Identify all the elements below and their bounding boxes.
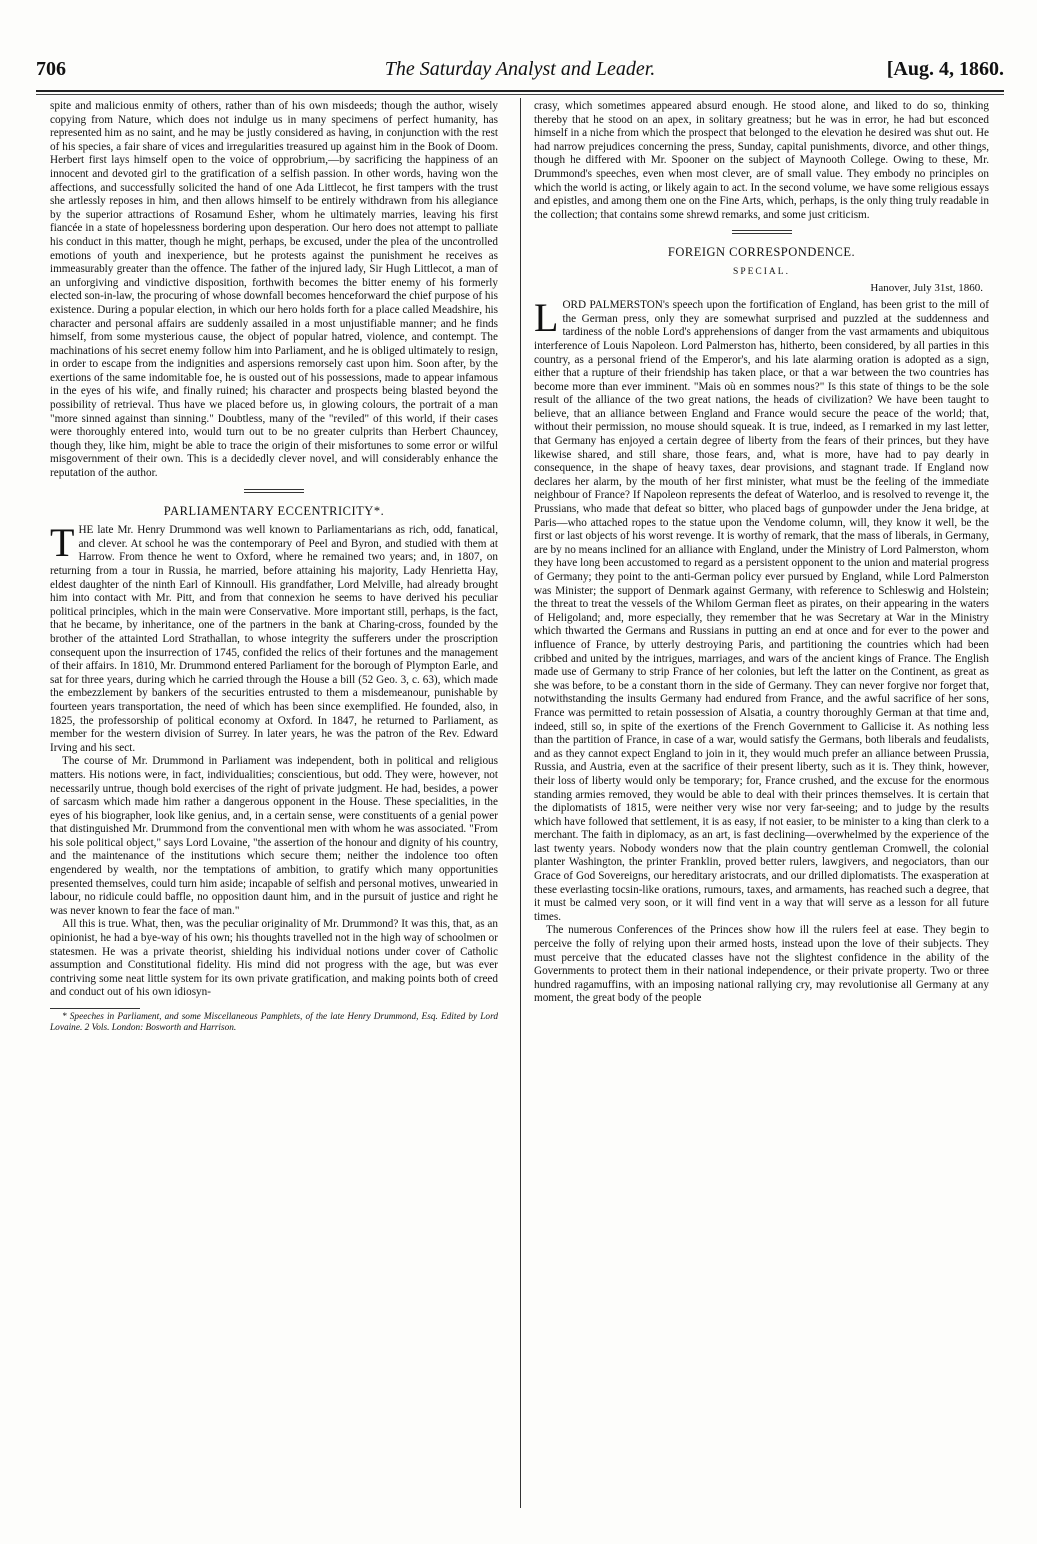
section-subhead: SPECIAL. <box>733 266 790 277</box>
section-heading-foreign-correspondence: FOREIGN CORRESPONDENCE. <box>667 245 856 260</box>
section-heading-parliamentary-eccentricity: PARLIAMENTARY ECCENTRICITY*. <box>163 503 385 518</box>
section-separator-rule-right <box>732 230 792 234</box>
page-header <box>36 58 1004 88</box>
letter-paragraph-2: The numerous Conferences of the Princes show how ill the rulers feel at ease. They begin to perceive the folly of relying upon their armed hosts, instead upon the love of their subjects. They must perceive that the educated classes have not the slightest confidence in the ability of the Governments to protect them in their national independence, or their private property. Two or three hundred ragamuffins, with an imposing national rallying cry, may revolutionise all Germany at any moment, the great body of the people <box>534 924 989 1005</box>
drop-cap-right: L <box>534 295 559 341</box>
article-paragraph-3: All this is true. What, then, was the peculiar originality of Mr. Drummond? It was this, that, as an opinionist, he had a bye-way of his own; his thoughts travelled not in the high way of schoolmen or statesmen. He was a private theorist, shielding his individual notions under cover of Catholic assumption and Constitutional fidelity. His mind did not progress with the age, but was ever contriving some neat little system for its own private gratification, and making points both of creed and conduct out of his own idiosyn- <box>50 918 498 999</box>
dateline: Hanover, July 31st, 1860. <box>870 281 983 294</box>
issue-date: [Aug. 4, 1860. <box>886 58 1004 80</box>
footnote-rule <box>50 1008 140 1009</box>
section-separator-rule <box>244 489 304 493</box>
article-paragraph-1 <box>50 520 498 755</box>
header-rule-thin <box>36 94 1004 95</box>
header-rule-thick <box>36 90 1004 92</box>
column-divider <box>520 98 521 1508</box>
footnote: * Speeches in Parliament, and some Miscellaneous Pamphlets, of the late Henry Drummond, Esq. Edited by Lord Lovaine. 2 Vols. London: Bosworth and Harrison. <box>50 1012 498 1033</box>
letter-paragraph-1 <box>534 295 989 924</box>
article-continuation: crasy, which sometimes appeared absurd enough. He stood alone, and liked to do so, thinking thereby that he stood on an apex, in solitary greatness; but he was in error, he had but esconced himself in a niche from which the prospect that belonged to the elevation he desired was shut out. He had narrow prejudices concerning the press, Sunday, capital punishments, divorce, and other things, though he differed with Mr. Spooner on the subject of Maynooth College. Owing to these, Mr. Drummond's speeches, even when most clever, are of small value. They embody no principles on which the world is acting, or likely again to act. In the second volume, we have some religious essays and epistles, and among them one on the Fine Arts, which, perhaps, is the only thing truly readable in the collection; that contains some shrewd remarks, and some just criticism. <box>534 100 989 221</box>
letter-paragraph-1-text: ORD PALMERSTON's speech upon the fortification of England, has been grist to the mill of the German press, only they are somewhat surprised and puzzled at the suddenness and tardiness of the noble Lord's apprehensions of danger from the vast armaments and ubiquitous interference of Louis Napoleon. Lord Palmerston has, hitherto, been considered, by all parties in this country, as a personal friend of the Emperor's, and his late alarming oration is adopted as a sign, either that a rupture of their friendship has taken place, or that a war between the two countries has become more than ever imminent. "Mais où en sommes nous?" Is this state of things to be the sole result of the alliance of the two great nations, the heads of civilization? We have been taught to believe, that an alliance between England and France would secure the peace of the world; that, without their permission, no mouse should squeak. It is true, indeed, as I remarked in my last letter, that Germany has enjoyed a certain degree of liberty from the fears of their princes, but they have likewise shared, and still share, those fears, and, what is more, have had to pay dearly in consequence, in the shape of heavy taxes, dear provisions, and stagnant trade. If England now declares her alarm, by the mouth of her first minister, what must be the feeling of the immediate neighbour of France? If Napoleon represents the defeat of Waterloo, and is resolved to revenge it, the Prussians, who made that defeat so bitter, who placed bags of gunpowder under the Jena bridge, at Paris—who attached ropes to the statue upon the Vendome column, will, they know it well, be the first or last objects of his worst revenge. It is worthy of remark, that the mass of liberals, in Germany, are by no means inclined for an alliance with England, under the Ministry of Lord Palmerston, whom they have long been accustomed to regard as a persistent opponent to the union and material progress of Germany; they point to the anti-German policy ever pursued by England, while Lord Palmerston was Minister; the support of Denmark against Germany, with reference to Schleswig and Holstein; the threat to treat the vessels of the Whilom German fleet as pirates, on their appearing in the waters of Heligoland; and, more especially, they remember that he was Secretary at War in the Ministry which thwarted the Germans and Russians in putting an end at once and for ever to the power and influence of France, by utterly destroying Paris, and partitioning the countries which had been cribbed and united by the intrigues, marriages, and wars of the ancient kings of France. The English made use of Germany to strip France of her colonies, but left the latter on the Continent, as great as she was before, to be a constant thorn in the side of Germany. They can never forgive nor forget that, notwithstanding the insults Germany had endured from France, and the awful sacrifice of her sons, France was permitted to retain possession of Alsatia, a country thoroughly German at that time and, indeed, still so, in spite of the exertions of the French Government to Gallicise it. As nothing less than the partition of France, in case of a war, would satisfy the Germans, both liberals and feudalists, and as they cannot expect England to join in it, they would much prefer an alliance between Prussia, Russia, and Austria, even at the sacrifice of their present liberty, such as it is. They think, however, their loss of liberty would only be temporary; for, France crushed, and the excuse for the enormous standing armies removed, they would be able to deal with their princes themselves. It is certain that the diplomatists of 1815, were neither very wise nor very far-seeing; and to judge by the results which have followed that settlement, it is as easy, if not easier, to be minister to a king than clerk to a merchant. The faith in diplomacy, as an art, is fast declining—overwhelmed by the experience of the last twenty years. Nobody wonders now that the plain country gentleman Cromwell, the colonial planter Washington, the printer Franklin, proved better rulers, lawgivers, and negociators, than our Grace of God Sovereigns, our hereditary aristocrats, and our drilled diplomatists. The exasperation at these everlasting tocsin-like orations, rumours, taxes, and armaments, has reached such a degree, that it must be calmed very soon, or it will find vent in a way that will serve as a lesson for all future times. <box>534 299 989 923</box>
article-paragraph-2: The course of Mr. Drummond in Parliament was independent, both in political and religious matters. His notions were, in fact, individualities; conscientious, but odd. They were, however, not necessarily untrue, though bold exercises of the right of private judgment. He had, besides, a power of sarcasm which made him rather a dangerous opponent in the House. These specialities, in the eyes of his biographer, look like genius, and, in a certain sense, were constituents of a genial power that distinguished Mr. Drummond from the conventional men with whom he was associated. "From his sole political object," says Lord Lovaine, "the assertion of the honour and dignity of his country, and the maintenance of the institutions which secure them; neither the indolence too often engendered by wealth, nor the temptations of ambition, to gratify which many opportunities presented themselves, could turn him aside; incapable of selfish and personal motives, unwearied in labour, no ridicule could baffle, no opposition daunt him, and in the pursuit of justice and right he was never known to fear the face of man." <box>50 755 498 917</box>
right-column <box>534 100 989 1006</box>
journal-title: The Saturday Analyst and Leader. <box>384 58 656 80</box>
page-number: 706 <box>36 58 66 80</box>
review-conclusion: spite and malicious enmity of others, rather than of his own misdeeds; though the author, wisely copying from Nature, which does not indulge us in many specimens of perfect humanity, has represented him as no saint, and he may be justly considered as having, in conjunction with the rest of his species, a fair share of vices and irregularities treasured up against him in the Book of Doom. Herbert first lays himself open to the voice of opprobrium,—by sacrificing the happiness of an innocent and devoted girl to the gratification of a selfish passion. In other words, having won the affections, and successfully solicited the hand of one Ada Littlecot, he first tampers with the trust she artlessly reposes in him, and then allows himself to be entirely withdrawn from his allegiance by the superior attractions of Rosamund Esher, whom he ultimately marries, leaving his first fiancée in a state of hopelessness bordering upon desperation. Our hero does not attempt to palliate his conduct in this matter, though he might, perhaps, be excused, under the plea of the uncontrolled emotions of youth and inexperience, but he protests against the punishment he receives as immeasurably greater than the offence. The father of the injured lady, Sir Hugh Littlecot, a man of an unforgiving and vindictive disposition, forthwith becomes the bitter enemy of his formerly elected son-in-law, the procuring of whose downfall becomes henceforward the chief purpose of his existence. During a popular election, in which our hero holds forth for a place called Meadshire, his character and personal affairs are suddenly assailed in a most unjustifiable manner; and he finds himself, from some mysterious cause, the object of popular hatred, violence, and contempt. The machinations of his secret enemy follow him into Parliament, and he is obliged ultimately to resign, in order to escape from the indignities and aspersions remorsely cast upon him. Soon after, by the exertions of the same indomitable foe, he is ousted out of his possessions, made to appear infamous in the eyes of his wife, and finally ruined; his character and prospects being blasted beyond the possibility of retrieval. Thus have we placed before us, in glowing colours, the portrait of a man "more sinned against than sinning." Doubtless, many of the "reviled" of this world, if their cases were thoroughly entered into, would turn out to be no greater culprits than Herbert Chauncey, though they, like him, might be able to trace the origin of their misfortunes to some error or wilful misgovernment of their own. This is a decidedly clever novel, and will considerably enhance the reputation of the author. <box>50 100 498 480</box>
drop-cap: T <box>50 520 75 566</box>
article-paragraph-1-text: HE late Mr. Henry Drummond was well known to Parliamentarians as rich, odd, fanatical, and clever. At school he was the contemporary of Peel and Byron, and studied with them at Harrow. From thence he went to Oxford, where he remained two years; and, in 1807, on returning from a tour in Russia, he married, before attaining his majority, Lady Henrietta Hay, eldest daughter of the ninth Earl of Kinnoull. His grandfather, Lord Melville, had already brought him into contact with Mr. Pitt, and from that connexion he seems to have derived his peculiar political principles, which in the main were Conservative. More important still, perhaps, is the fact, that he became, by inheritance, one of the partners in the bank at Charing-cross, founded by the brother of the attainted Lord Strathallan, to whose integrity the sufferers under the proscription consequent upon the insurrection of 1745, confided the relics of their fortunes and the management of their affairs. In 1810, Mr. Drummond entered Parliament for the borough of Plympton Earle, and sat for three years, during which he carried through the House a bill (52 Geo. 3, c. 63), which made the embezzlement by bankers of the securities entrusted to them a misdemeanour, punishable by fourteen years transportation, the need of which has been since exemplified. He founded, also, in 1825, the professorship of political economy at Oxford. In 1847, he returned to Parliament, as member for the western division of Surrey. In later years, he was the patron of the Rev. Edward Irving and his sect. <box>50 524 498 754</box>
left-column <box>50 100 498 1034</box>
